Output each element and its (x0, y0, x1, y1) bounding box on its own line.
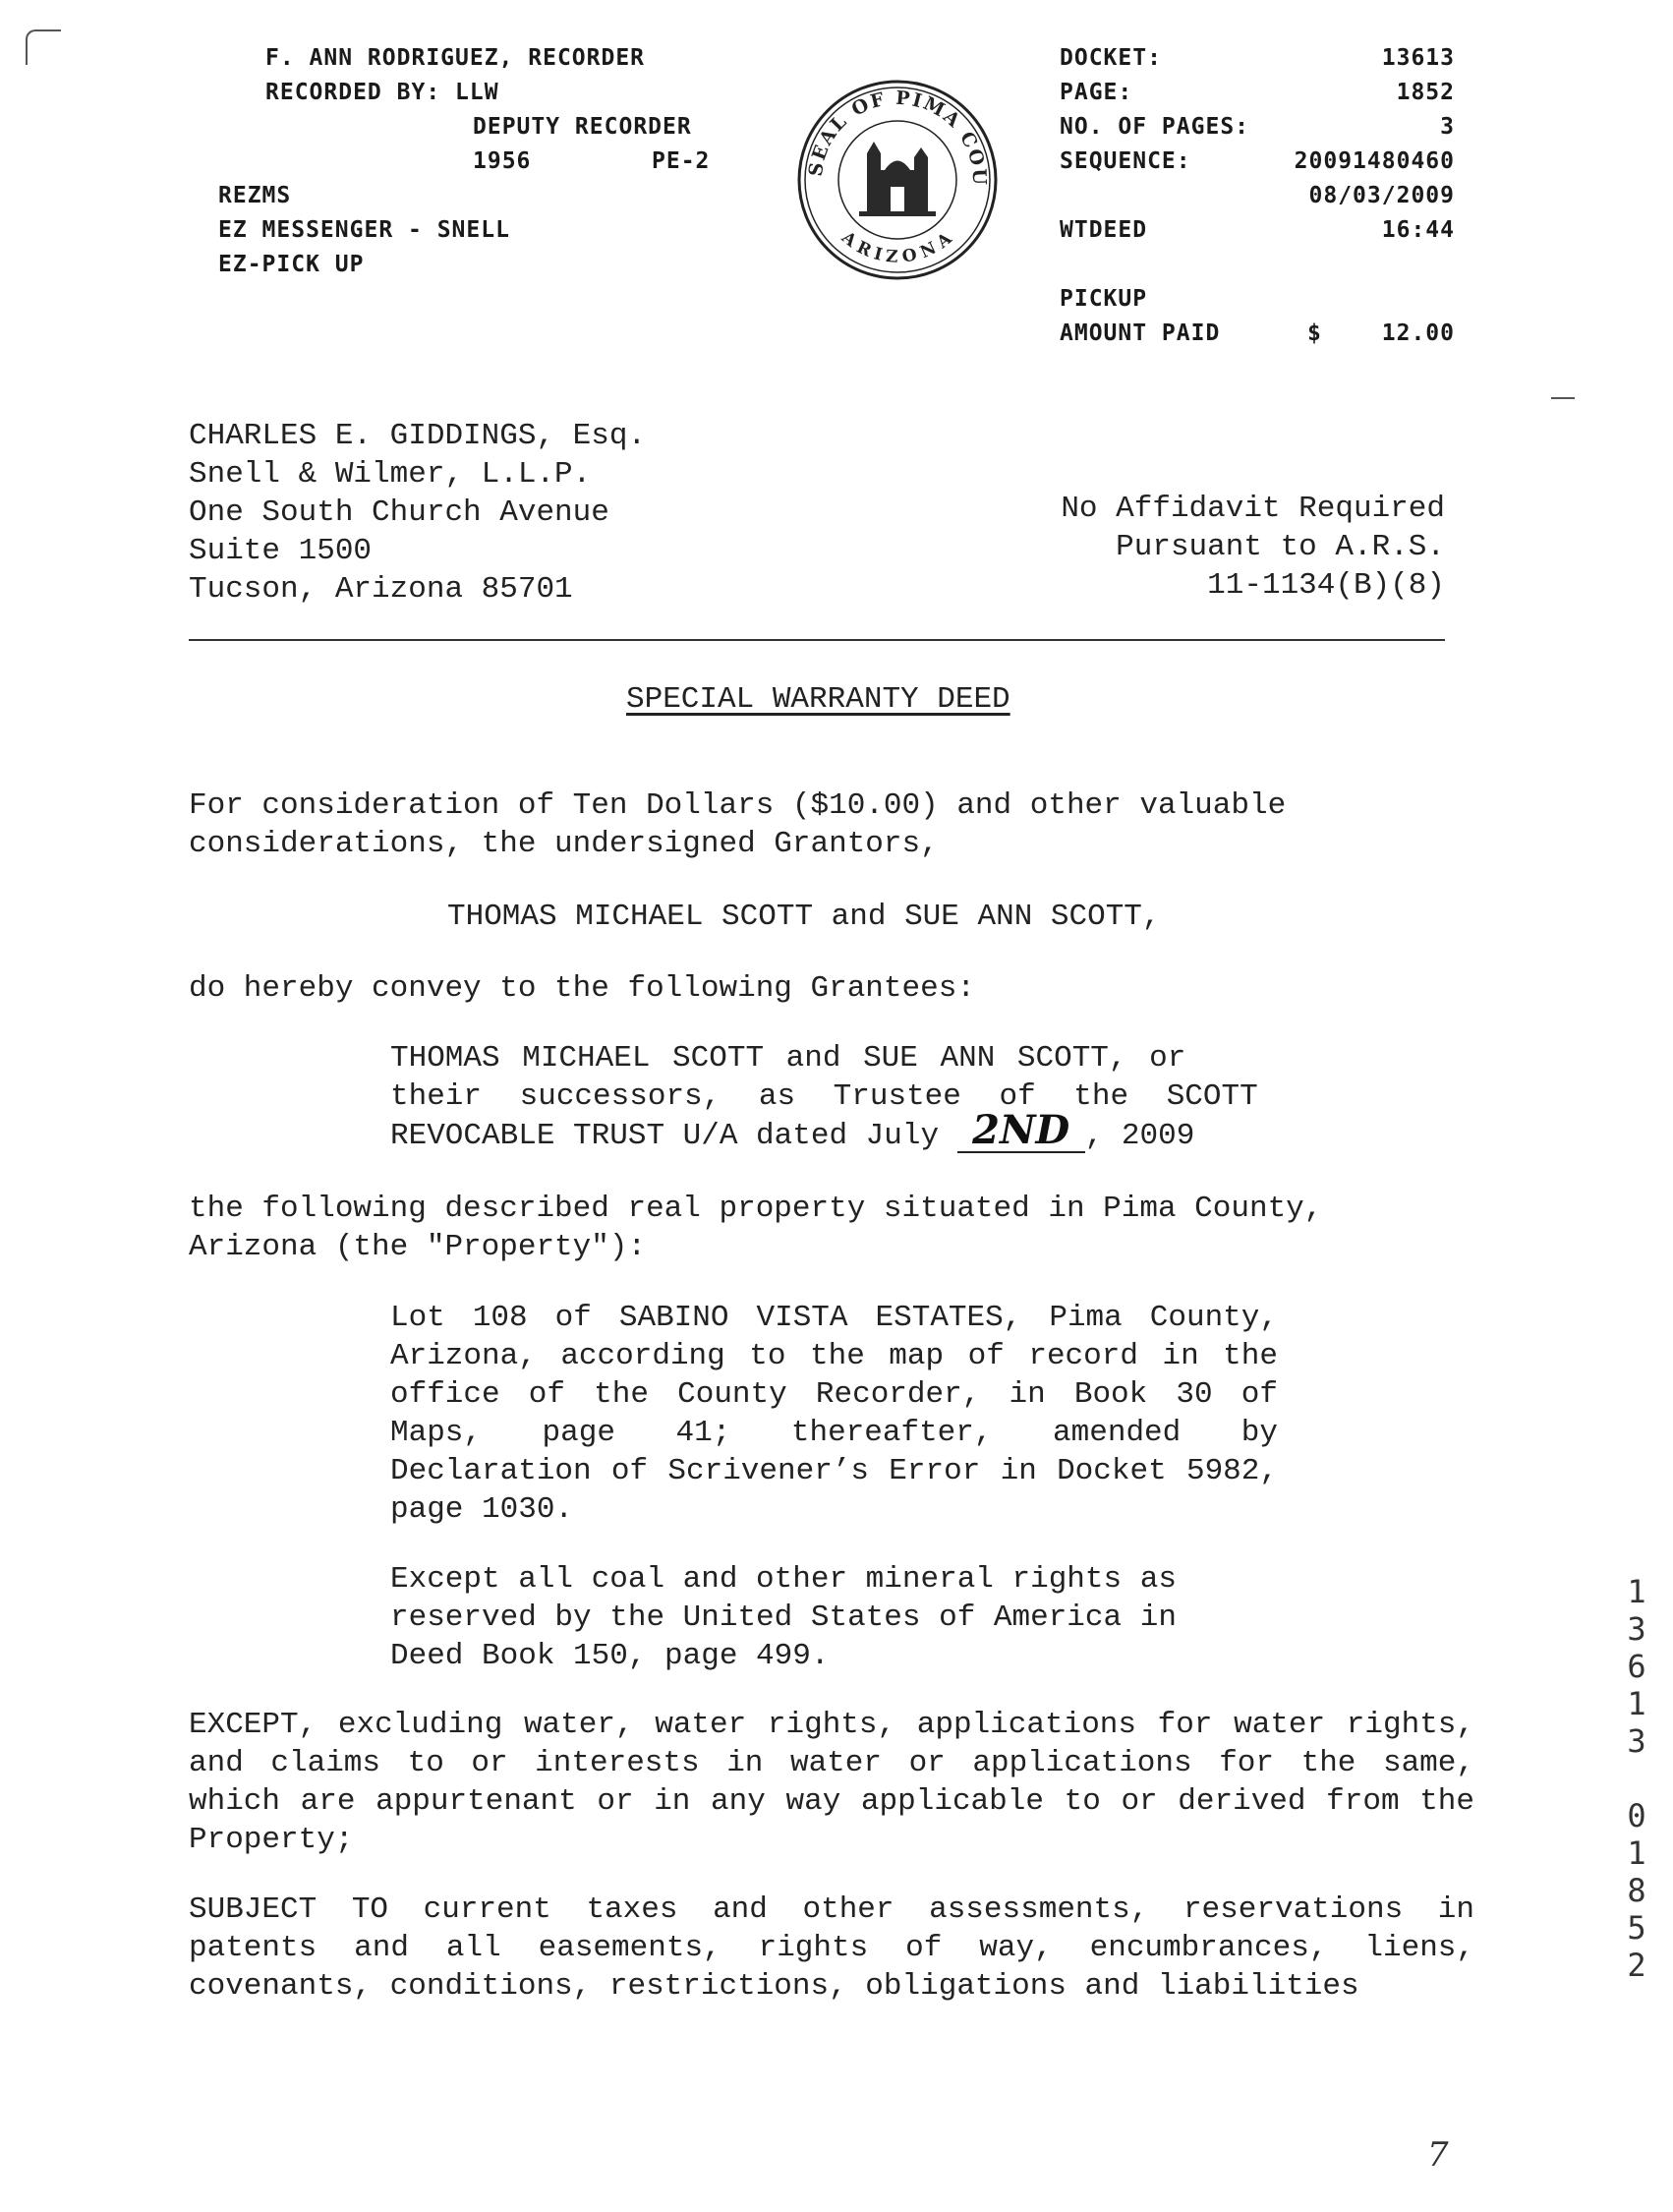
grantees-line: their successors, as Trustee of the SCOTT (390, 1079, 1258, 1114)
recording-date: 08/03/2009 (1308, 183, 1455, 208)
amount-value: 12.00 (1381, 320, 1455, 346)
grantees-block (390, 1039, 1275, 1155)
affidavit-line: Pursuant to A.R.S. (1116, 530, 1445, 564)
docket-info (1060, 41, 1455, 351)
deed-title: SPECIAL WARRANTY DEED (626, 682, 1010, 717)
affidavit-line: 11-1134(B)(8) (1207, 568, 1445, 603)
docket-row (1060, 41, 1455, 76)
deputy-recorder: DEPUTY RECORDER (473, 114, 692, 140)
convey-clause: do hereby convey to the following Grantees: (189, 971, 975, 1006)
recorder-name: F. ANN RODRIGUEZ, RECORDER (265, 45, 646, 71)
doctype-row (1060, 213, 1455, 248)
pages-value: 3 (1440, 114, 1455, 140)
sequence-row (1060, 145, 1455, 179)
docket-label: DOCKET: (1060, 45, 1162, 71)
pages-row (1060, 110, 1455, 145)
consideration-line: For consideration of Ten Dollars ($10.00) and other valuable (189, 788, 1287, 823)
grantees-line-3: REVOCABLE TRUST U/A dated July 2ND , 2009 (390, 1107, 1195, 1153)
legal-description: Lot 108 of SABINO VISTA ESTATES, Pima County, Arizona, according to the map of record in the office of the County Recorder, in Book 30 of Maps, page 41; thereafter, amended by Declaration of Scrivener’s Error in Docket 5982, page 1030. (390, 1301, 1278, 1527)
document-type: WTDEED (1060, 217, 1148, 243)
messenger: EZ MESSENGER - SNELL (218, 217, 510, 243)
seal-bottom-text: ARIZONA (837, 227, 957, 267)
side-docket-digits: 1 3 6 1 3 0 1 8 5 2 (1627, 1573, 1646, 1984)
page-value: 1852 (1396, 80, 1455, 105)
water-exception: EXCEPT, excluding water, water rights, applications for water rights, and claims to or interests in water or applications for the same, which are appurtenant or in any way applicable to or derived from the Property; (189, 1708, 1474, 1857)
property-intro: the following described real property situated in Pima County, (189, 1192, 1323, 1226)
consideration-line: considerations, the undersigned Grantors, (189, 827, 939, 861)
pages-label: NO. OF PAGES: (1060, 114, 1250, 140)
affidavit-note (983, 490, 1445, 605)
grantors: THOMAS MICHAEL SCOTT and SUE ANN SCOTT, (447, 900, 1161, 934)
grantees-line: THOMAS MICHAEL SCOTT and SUE ANN SCOTT, or (390, 1041, 1186, 1076)
side-docket-stamp (1622, 1573, 1651, 1984)
recording-time: 16:44 (1381, 217, 1455, 243)
seal-emblem (794, 77, 1001, 283)
page-row (1060, 76, 1455, 110)
margin-tick (1551, 397, 1575, 399)
affidavit-line: No Affidavit Required (1061, 492, 1445, 526)
attorney-name: CHARLES E. GIDDINGS, Esq. (189, 419, 647, 453)
city-state-zip: Tucson, Arizona 85701 (189, 572, 573, 607)
street-address: One South Church Avenue (189, 495, 609, 530)
docket-value: 13613 (1381, 45, 1455, 71)
deputy-code: PE-2 (652, 148, 711, 174)
corner-mark (26, 29, 61, 65)
pickup-row (1060, 282, 1455, 317)
currency-symbol: $ (1307, 320, 1322, 346)
date-row (1060, 179, 1455, 213)
sequence-label: SEQUENCE: (1060, 148, 1191, 174)
property-intro: Arizona (the "Property"): (189, 1230, 647, 1264)
pickup-method: EZ-PICK UP (218, 252, 365, 277)
pickup-label: PICKUP (1060, 286, 1148, 312)
mission-building-icon (859, 142, 936, 216)
mineral-exception: Except all coal and other mineral rights as reserved by the United States of America in Deed Book 150, page 499. (390, 1562, 1177, 1673)
amount-row (1060, 317, 1455, 351)
handwritten-date: 2ND (957, 1116, 1085, 1153)
amount-label: AMOUNT PAID (1060, 320, 1221, 346)
return-heading (189, 379, 701, 397)
header-divider (189, 639, 1445, 641)
recording-code: REZMS (218, 183, 292, 208)
sequence-value: 20091480460 (1294, 148, 1455, 174)
recorded-by: RECORDED BY: LLW (265, 80, 499, 105)
county-seal (794, 77, 1001, 283)
law-firm: Snell & Wilmer, L.L.P. (189, 457, 592, 492)
suite: Suite 1500 (189, 534, 373, 568)
seal-top-text: SEAL OF PIMA COU (804, 87, 991, 188)
page-mark: 7 (1427, 2135, 1449, 2175)
subject-to-clause: SUBJECT TO current taxes and other assessments, reservations in patents and all easements, rights of way, encumbrances, liens, covenants, conditions, restrictions, obligations and liabilities (189, 1892, 1474, 2004)
page-label: PAGE: (1060, 80, 1133, 105)
deputy-number: 1956 (473, 148, 532, 174)
